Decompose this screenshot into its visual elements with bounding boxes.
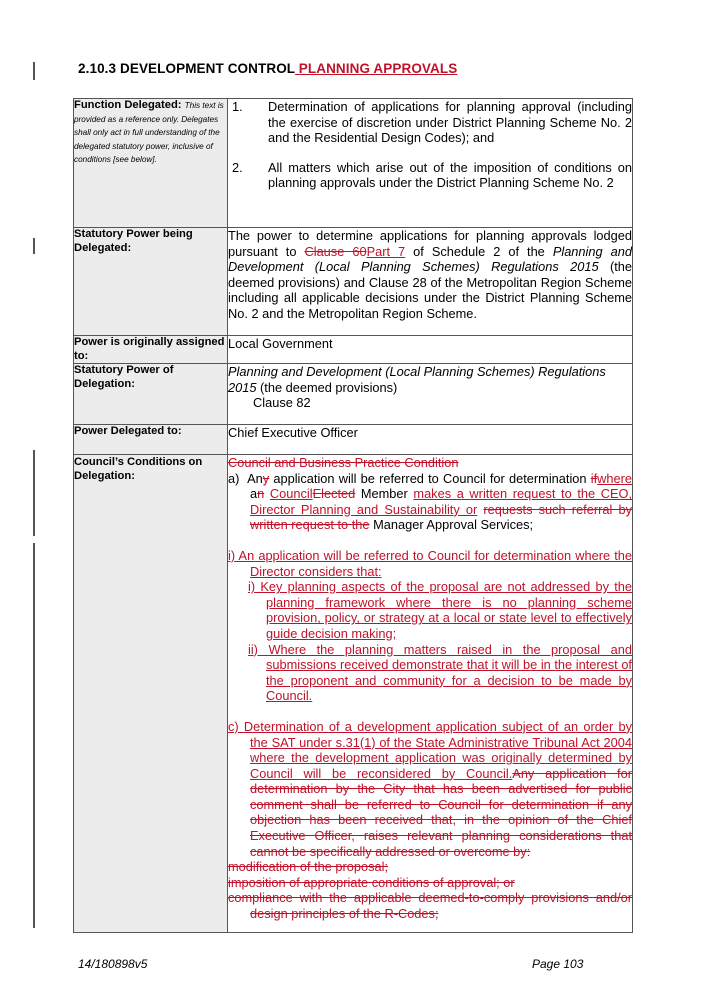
deleted-text: Any application for determination by the City that has been advertised for public comment shall be referred to Council for determination if any objection has been received that, in the opinion of the Chief Executive Officer, raises relevant planning considerations that cannot be specifically addressed or overcome by: [250,765,632,859]
change-bar [33,62,35,80]
clause: Clause 82 [253,395,311,411]
function-label: Function Delegated: [74,99,182,111]
document-reference: 14/180898v5 [78,957,148,971]
item-number: 1. [232,99,243,114]
value-cell [228,99,633,228]
row-delegated-to [74,425,633,455]
label-cell [74,425,228,455]
text: The power to determine applications for planning approvals lodged pursuant to [228,228,632,259]
deleted-text: y [262,470,270,486]
row-statutory [74,228,633,336]
list-item [232,99,632,146]
list-item [232,160,632,191]
condition-c [228,719,632,859]
text: a [250,486,258,502]
change-bar [33,238,35,254]
text: Manager Approval Services; [369,517,534,533]
delegated-to-value: Chief Executive Officer [228,425,358,440]
deleted-text: if [590,470,598,486]
label-cell [74,99,228,228]
row-function [74,99,633,228]
text: of Schedule 2 of the [405,243,553,259]
change-bar [33,450,35,536]
text: (the deemed provisions) [256,379,398,395]
text: An [247,470,263,486]
page-number: Page 103 [532,957,584,971]
deleted-text: n [257,486,265,502]
section-heading [78,61,457,76]
section-title: DEVELOPMENT CONTROL [120,61,295,76]
condition-i-sub-2: ii) Where the planning matters raised in the proposal and submissions received demonstrate that it will be in the interest of the proponent and community for a decision to be made by Council. [248,641,632,704]
marker: a) [228,470,240,486]
delegated-to-label: Power Delegated to: [74,425,182,437]
deleted-text: Elected [312,486,356,502]
row-statutory-power [74,364,633,425]
original-label: Power is originally assigned to: [74,336,225,362]
regulation-name: Planning and Development (Local Planning Schemes) Regulations 2015 [228,243,632,275]
deleted-list-item: modification of the proposal; [228,859,389,875]
inserted-text: c) Determination of a development application subject of an order by the SAT under s.31(1) of the State Administrative Tribunal Act 2004 where the development application was originally determined by Council will be reconsidered by Council. [228,718,632,781]
label-cell [74,336,228,364]
value-cell [228,364,633,425]
change-bar [33,543,35,928]
deleted-text: Clause 60 [304,243,367,259]
inserted-text: where [597,470,632,486]
row-original [74,336,633,364]
inserted-text: Part 7 [366,243,406,259]
statutory-power-label: Statutory Power of Delegation: [74,364,174,390]
text: (the deemed provisions) and Clause 28 of the Metropolitan Region Scheme including all applicable decisions under the District Planning Scheme No. 2 and the Metropolitan Region Scheme. [228,259,632,321]
inserted-text: makes a written request to the CEO, Director Planning and Sustainability or [250,486,633,517]
value-cell [228,455,633,933]
condition-a [228,471,632,533]
item-text: All matters which arise out of the imposition of conditions on planning approvals under the District Planning Scheme No. 2 [268,159,632,191]
deleted-list-item: compliance with the applicable deemed-to-comply provisions and/or design principles of the R-Codes; [228,890,632,922]
inserted-text: Council [269,486,313,502]
condition-i-sub-1: i) Key planning aspects of the proposal are not addressed by the planning framework where there is no planning scheme provision, policy, or strategy at a local or state level to effectively guide decision making; [248,579,632,641]
original-value: Local Government [228,336,333,351]
label-cell [74,364,228,425]
label-cell [74,228,228,336]
item-text: Determination of applications for planning approval (including the exercise of discretion under District Planning Scheme No. 2 and the Residential Design Codes); and [268,99,632,146]
text: application will be referred to Council for determination [269,470,591,486]
regulation-name: Planning and Development (Local Planning Schemes) Regulations 2015 [228,364,606,395]
condition-i: i) An application will be referred to Council for determination where the Director considers that: [228,547,632,579]
item-number: 2. [232,159,243,175]
row-conditions [74,455,633,933]
text: Member [355,486,414,502]
deleted-list-item: imposition of appropriate conditions of approval; or [228,874,515,890]
statutory-label: Statutory Power being Delegated: [74,228,193,254]
value-cell [228,425,633,455]
deleted-text: requests such referral by written request to the [250,501,632,533]
function-note: This text is provided as a reference only. Delegates shall only act in full understanding of the delegated statutory power, inclusive of conditions [see below]. [74,101,224,164]
section-number: 2.10.3 [78,61,117,76]
label-cell [74,455,228,933]
value-cell [228,228,633,336]
conditions-label: Council’s Conditions on Delegation: [74,456,203,482]
inserted-title: PLANNING APPROVALS [294,61,458,76]
value-cell [228,336,633,364]
deleted-heading: Council and Business Practice Condition [228,455,459,470]
delegation-table [73,98,633,933]
